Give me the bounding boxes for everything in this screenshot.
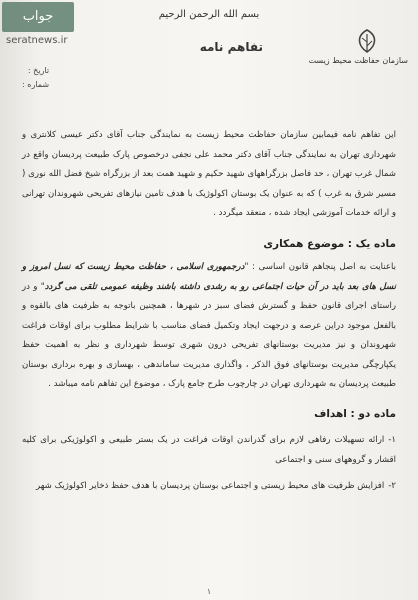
goal-number: ۱- — [388, 435, 396, 445]
watermark-site: seratnews.ir — [6, 35, 68, 46]
number-label: شماره — [27, 80, 50, 89]
date-label: تاریخ — [33, 66, 50, 75]
organization-name: سازمان حفاظت محیط زیست — [308, 56, 408, 65]
article1-paragraph — [22, 258, 396, 395]
article1-heading: ماده یک : موضوع همکاری — [263, 238, 396, 250]
goal-item — [22, 430, 396, 470]
watermark-badge: جواب — [2, 2, 74, 32]
goal-text: افزایش ظرفیت های محیط زیستی و اجتماعی بوستان پردیسان با هدف حفظ ذخایر اکولوژیک شهر — [35, 481, 385, 491]
bismillah: بسم الله الرحمن الرحیم — [158, 9, 260, 20]
article1-lead: باعنایت به اصل پنجاهم قانون اساسی : " — [244, 262, 396, 272]
goal-item — [22, 476, 396, 496]
article1-rest: " و در راستای اجرای قانون حفظ و گسترش فضای سبز در شهرها ، همچنین باتوجه به ظرفیت های بالقوه و بالفعل موجود دراین عرصه و درجهت ایجاد وتکمیل فضای مناسب با شرایط مطلوب برای اوقات فراغت شهروندان و نیز مدیریت بوستانهای تفریحی درون شهری توسط شهرداری و نظر به اهمیت حفظ یکپارچگی مدیریت بوستانهای فوق الذکر ، واگذاری مدیریت ساماندهی ، بهسازی و بهره برداری بوستان طبیعت پردیسان به شهرداری تهران در چارچوب طرح جامع پارک ، موضوع این تفاهم نامه میباشد . — [22, 281, 396, 389]
goal-number: ۲- — [388, 481, 396, 491]
intro-paragraph: این تفاهم نامه فیمابین سازمان حفاظت محیط زیست به نمایندگی جناب آقای دکتر عیسی کلانتری و شهرداری تهران به نمایندگی جناب آقای دکتر محمد علی نجفی درخصوص پارک طبیعت پردیسان واقع در شمال غرب تهران ، حد فاصل بزرگراههای شهید حکیم و شهید همت بعد از بزرگراه شیخ فضل الله نوری ( مسیر شرق به غرب ) که به عنوان یک بوستان اکولوژیک با هدف تامین نیازهای تفریحی شهروندان تهرانی و ارائه خدمات آموزشی ایجاد شده ، منعقد میگردد . — [22, 130, 396, 218]
article1-quote: درجمهوری اسلامی ، حفاظت محیط زیست که نسل امروز و نسل های بعد باید در آن حیات اجتماعی رو به رشدی داشته باشند وظیفه عمومی تلقی می گردد — [22, 262, 396, 292]
document-title: تفاهم نامه — [199, 40, 263, 54]
organization-logo — [308, 28, 408, 65]
page-number: ۱ — [206, 587, 212, 596]
article2-heading: ماده دو : اهداف — [314, 408, 396, 420]
goal-text: ارائه تسهیلات رفاهی لازم برای گذراندن اوقات فراغت در یک بستر طبیعی و اکولوژیکی برای کلیه اقشار و گروههای سنی و اجتماعی — [22, 435, 396, 465]
leaf-emblem-icon — [352, 28, 382, 54]
document-meta: تاریخ : شماره : — [22, 66, 50, 89]
